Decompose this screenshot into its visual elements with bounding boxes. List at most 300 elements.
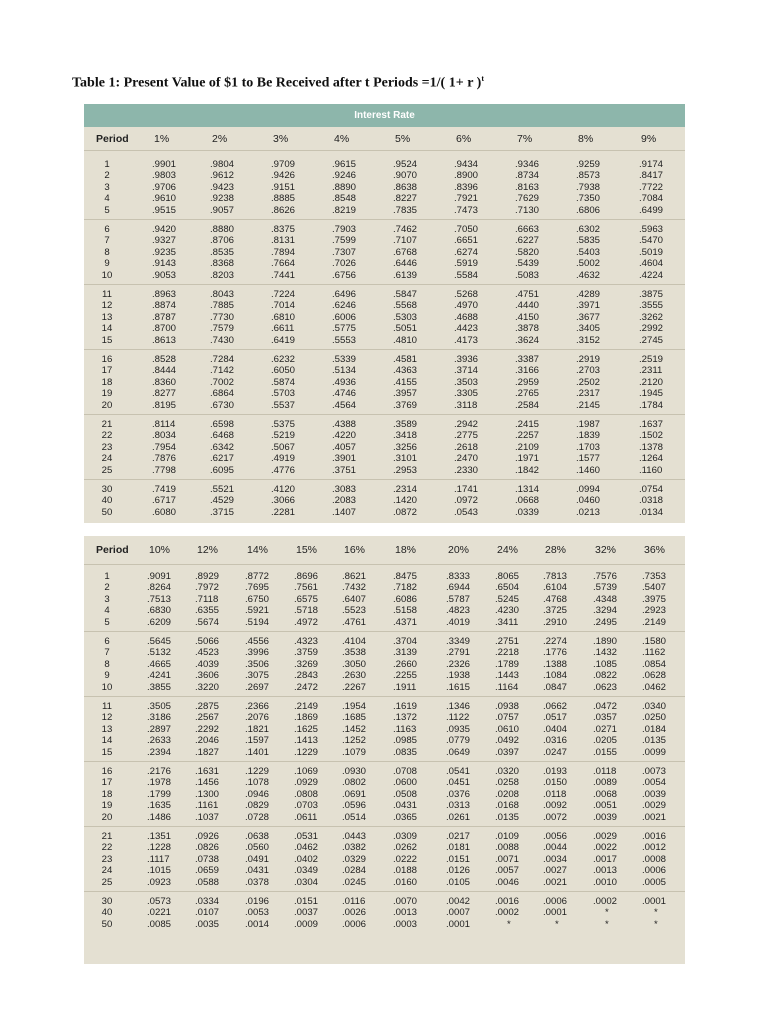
value-cell: .8772 — [245, 571, 270, 582]
value-cell: .9259 — [576, 159, 601, 170]
value-cell: .1890 — [593, 636, 618, 647]
value-cell: .0016 — [495, 896, 520, 907]
value-cell: .4220 — [332, 430, 357, 442]
table-row — [84, 800, 685, 811]
value-cell: .8890 — [332, 181, 357, 193]
value-cell: .5718 — [294, 605, 319, 617]
value-cell: .5002 — [576, 258, 601, 270]
value-cell: .6611 — [271, 323, 295, 335]
value-cell: .1703 — [576, 441, 601, 453]
value-cell: .4768 — [543, 593, 568, 605]
value-cell: .0826 — [195, 842, 220, 854]
value-cell: .4224 — [639, 269, 664, 281]
value-cell: .3878 — [515, 323, 540, 335]
value-cell: .0573 — [147, 896, 172, 907]
value-cell: .2745 — [639, 334, 664, 346]
value-cell: .2149 — [642, 616, 667, 628]
value-cell: .4581 — [393, 354, 418, 365]
value-cell: .0835 — [393, 746, 418, 758]
value-cell: .0006 — [342, 918, 367, 930]
value-cell: .2257 — [515, 430, 540, 442]
value-cell: .7903 — [332, 224, 357, 235]
value-cell: .1827 — [195, 746, 220, 758]
value-cell: .0339 — [515, 506, 540, 518]
value-cell: .9174 — [639, 159, 664, 170]
value-cell: .4150 — [515, 311, 540, 323]
value-cell: * — [555, 918, 559, 930]
value-cell: .0160 — [393, 876, 418, 888]
value-cell: .5019 — [639, 246, 664, 258]
value-cell: .5439 — [515, 258, 540, 270]
value-cell: .0329 — [342, 853, 367, 865]
value-cell: .6575 — [294, 593, 319, 605]
value-cell: .3139 — [393, 647, 418, 659]
value-cell: .4363 — [393, 365, 418, 377]
value-cell: .9246 — [332, 170, 357, 182]
value-cell: .8227 — [393, 193, 418, 205]
value-cell: .0262 — [393, 842, 418, 854]
value-cell: .0016 — [642, 831, 667, 842]
value-cell: .5066 — [195, 636, 220, 647]
value-cell: .0046 — [495, 876, 520, 888]
table-row — [84, 682, 685, 693]
value-cell: .4751 — [515, 289, 540, 300]
value-cell: .9151 — [271, 181, 296, 193]
value-cell: .0001 — [543, 907, 568, 919]
value-cell: .7599 — [332, 235, 357, 247]
value-cell: .0460 — [576, 495, 601, 507]
value-cell: .9612 — [210, 170, 235, 182]
value-cell: .6274 — [454, 246, 479, 258]
period-cell: 23 — [101, 441, 113, 453]
value-cell: .3606 — [195, 670, 220, 682]
value-cell: .6302 — [576, 224, 601, 235]
value-cell: .0184 — [642, 723, 667, 735]
value-cell: .4665 — [147, 658, 172, 670]
value-cell: .7441 — [271, 269, 296, 281]
value-cell: .0006 — [642, 865, 667, 877]
value-cell: .0668 — [515, 495, 540, 507]
value-cell: .0222 — [393, 853, 418, 865]
value-cell: .9327 — [152, 235, 177, 247]
table-row — [84, 831, 685, 842]
value-cell: .2703 — [576, 365, 601, 377]
value-cell: .7432 — [342, 582, 367, 594]
value-cell: .0365 — [393, 811, 418, 823]
table-row — [84, 484, 685, 495]
value-cell: .0221 — [147, 907, 172, 919]
table-row — [84, 224, 685, 235]
rate-header: 18% — [395, 544, 417, 556]
value-cell: .0929 — [294, 777, 319, 789]
rate-header: 20% — [448, 544, 470, 556]
value-cell: .7576 — [593, 571, 618, 582]
value-cell: .8333 — [446, 571, 471, 582]
value-cell: .6806 — [576, 204, 601, 216]
value-cell: .1160 — [639, 464, 663, 476]
value-cell: .0021 — [543, 876, 568, 888]
value-cell: .0109 — [495, 831, 520, 842]
table-row — [84, 193, 685, 204]
period-cell: 12 — [101, 300, 113, 312]
value-cell: .4746 — [332, 388, 357, 400]
value-cell: .9070 — [393, 170, 418, 182]
value-cell: .8277 — [152, 388, 177, 400]
value-cell: .5158 — [393, 605, 418, 617]
period-cell: 20 — [101, 811, 113, 823]
value-cell: .0382 — [342, 842, 367, 854]
value-cell: .0779 — [446, 735, 471, 747]
value-cell: .1372 — [393, 712, 418, 724]
value-cell: .5403 — [576, 246, 601, 258]
value-cell: .4440 — [515, 300, 540, 312]
period-cell: 24 — [101, 865, 113, 877]
value-cell: .0938 — [495, 701, 520, 712]
table-row — [84, 896, 685, 907]
period-cell: 17 — [101, 365, 113, 377]
value-cell: .7972 — [195, 582, 220, 594]
value-cell: .1987 — [576, 419, 601, 430]
value-cell: .1577 — [576, 453, 601, 465]
value-cell: .1619 — [393, 701, 418, 712]
table-row — [84, 647, 685, 658]
period-cell: 13 — [101, 311, 113, 323]
value-cell: .0116 — [342, 896, 366, 907]
value-cell: .1615 — [446, 681, 471, 693]
value-cell: .6342 — [210, 441, 235, 453]
value-cell: .5067 — [271, 441, 296, 453]
value-cell: .8573 — [576, 170, 601, 182]
value-cell: .5132 — [147, 647, 172, 659]
value-cell: .6246 — [332, 300, 357, 312]
value-cell: .0217 — [446, 831, 471, 842]
value-cell: .2942 — [454, 419, 479, 430]
table-row — [84, 789, 685, 800]
title-exponent: t — [481, 74, 484, 83]
value-cell: .6050 — [271, 365, 296, 377]
value-cell: .8706 — [210, 235, 235, 247]
value-cell: .0135 — [495, 811, 520, 823]
value-cell: .3505 — [147, 701, 172, 712]
value-cell: .1229 — [294, 746, 319, 758]
row-group — [84, 415, 685, 480]
value-cell: .5775 — [332, 323, 357, 335]
period-cell: 2 — [104, 582, 110, 594]
value-cell: .0854 — [642, 658, 667, 670]
value-cell: .1162 — [642, 647, 666, 659]
rate-header: 15% — [296, 544, 318, 556]
period-cell: 40 — [101, 907, 113, 919]
value-cell: .7561 — [294, 582, 319, 594]
value-cell: .7894 — [271, 246, 296, 258]
value-cell: .0822 — [593, 670, 618, 682]
value-cell: .9615 — [332, 159, 357, 170]
value-cell: .2366 — [245, 701, 270, 712]
table-row — [84, 289, 685, 300]
value-cell: .2897 — [147, 723, 172, 735]
period-cell: 7 — [104, 235, 110, 247]
value-cell: .2660 — [393, 658, 418, 670]
value-cell: .1945 — [639, 388, 664, 400]
value-cell: .0085 — [147, 918, 172, 930]
value-cell: .2775 — [454, 430, 479, 442]
value-cell: .2910 — [543, 616, 568, 628]
period-cell: 8 — [104, 658, 110, 670]
value-cell: .7938 — [576, 181, 601, 193]
period-cell: 3 — [104, 181, 110, 193]
value-cell: .1631 — [195, 766, 220, 777]
value-cell: .6810 — [271, 311, 296, 323]
value-cell: .4523 — [195, 647, 220, 659]
value-cell: .3901 — [332, 453, 357, 465]
table-header-row — [84, 536, 685, 565]
value-cell: .9803 — [152, 170, 177, 182]
value-cell: .9434 — [454, 159, 479, 170]
period-cell: 30 — [101, 484, 113, 495]
value-cell: .0001 — [446, 918, 471, 930]
value-cell: .4120 — [271, 484, 296, 495]
value-cell: .3075 — [245, 670, 270, 682]
value-cell: .1314 — [515, 484, 540, 495]
value-cell: .6756 — [332, 269, 357, 281]
value-cell: .0610 — [495, 723, 520, 735]
value-cell: .4970 — [454, 300, 479, 312]
value-cell: .7350 — [576, 193, 601, 205]
value-cell: .1597 — [245, 735, 270, 747]
rate-header: 32% — [595, 544, 617, 556]
value-cell: * — [654, 907, 658, 919]
value-cell: .4529 — [210, 495, 235, 507]
value-cell: .0402 — [294, 853, 319, 865]
value-cell: .0247 — [543, 746, 568, 758]
table-row — [84, 495, 685, 506]
period-cell: 16 — [101, 354, 113, 365]
value-cell: .0126 — [446, 865, 471, 877]
value-cell: .3714 — [454, 365, 479, 377]
value-cell: .2495 — [593, 616, 618, 628]
row-group — [84, 827, 685, 892]
value-cell: .6006 — [332, 311, 357, 323]
value-cell: .0012 — [642, 842, 667, 854]
value-cell: .1452 — [342, 723, 367, 735]
value-cell: .0313 — [446, 800, 471, 812]
value-cell: .0738 — [195, 853, 220, 865]
value-cell: .8396 — [454, 181, 479, 193]
value-cell: .0334 — [195, 896, 220, 907]
value-cell: .5820 — [515, 246, 540, 258]
period-cell: 50 — [101, 506, 113, 518]
value-cell: .5739 — [593, 582, 618, 594]
value-cell: .2274 — [543, 636, 568, 647]
value-cell: .1635 — [147, 800, 172, 812]
value-cell: .0118 — [543, 788, 567, 800]
period-cell: 30 — [101, 896, 113, 907]
table-row — [84, 247, 685, 258]
value-cell: .0005 — [642, 876, 667, 888]
table-row — [84, 670, 685, 681]
value-cell: .8900 — [454, 170, 479, 182]
present-value-table-high-rates — [84, 536, 685, 964]
value-cell: .5083 — [515, 269, 540, 281]
table-row — [84, 235, 685, 246]
value-cell: .0628 — [642, 670, 667, 682]
value-cell: .0451 — [446, 777, 471, 789]
value-cell: .8880 — [210, 224, 235, 235]
table-row — [84, 919, 685, 930]
value-cell: .1122 — [446, 712, 470, 724]
rate-header: 1% — [154, 133, 170, 145]
period-cell: 7 — [104, 647, 110, 659]
value-cell: .1388 — [543, 658, 568, 670]
table-title — [72, 74, 484, 92]
value-cell: .0596 — [342, 800, 367, 812]
value-cell: .1789 — [495, 658, 520, 670]
value-cell: .6139 — [393, 269, 418, 281]
value-cell: .2472 — [294, 681, 319, 693]
value-cell: .2633 — [147, 735, 172, 747]
rate-header: 7% — [517, 133, 533, 145]
value-cell: .0258 — [495, 777, 520, 789]
interest-rate-band: Interest Rate — [84, 104, 685, 127]
value-cell: .1037 — [195, 811, 220, 823]
value-cell: .2567 — [195, 712, 220, 724]
value-cell: .0073 — [642, 766, 667, 777]
value-cell: .0638 — [245, 831, 270, 842]
table-row — [84, 854, 685, 865]
value-cell: .6217 — [210, 453, 235, 465]
value-cell: .8929 — [195, 571, 220, 582]
value-cell: .5645 — [147, 636, 172, 647]
value-cell: .0994 — [576, 484, 601, 495]
period-cell: 5 — [104, 616, 110, 628]
value-cell: .1971 — [515, 453, 540, 465]
value-cell: .6407 — [342, 593, 367, 605]
value-cell: .0357 — [593, 712, 618, 724]
value-cell: .8621 — [342, 571, 367, 582]
value-cell: .2267 — [342, 681, 367, 693]
value-cell: .0517 — [543, 712, 568, 724]
period-cell: 11 — [102, 701, 112, 712]
value-cell: .3220 — [195, 681, 220, 693]
value-cell: .1161 — [195, 800, 219, 812]
value-cell: .1502 — [639, 430, 664, 442]
value-cell: .1078 — [245, 777, 270, 789]
value-cell: .1637 — [639, 419, 664, 430]
value-cell: .8368 — [210, 258, 235, 270]
value-cell: .0349 — [294, 865, 319, 877]
table-row — [84, 842, 685, 853]
value-cell: .1685 — [342, 712, 367, 724]
period-cell: 1 — [104, 159, 110, 170]
period-cell: 16 — [101, 766, 113, 777]
value-cell: .2618 — [454, 441, 479, 453]
table-row — [84, 735, 685, 746]
value-cell: .3152 — [576, 334, 601, 346]
value-cell: .5523 — [342, 605, 367, 617]
value-cell: .2470 — [454, 453, 479, 465]
value-cell: .8065 — [495, 571, 520, 582]
period-cell: 6 — [104, 636, 110, 647]
value-cell: .6663 — [515, 224, 540, 235]
value-cell: .8535 — [210, 246, 235, 258]
value-cell: .4173 — [454, 334, 479, 346]
value-cell: .1264 — [639, 453, 664, 465]
value-cell: .0728 — [245, 811, 270, 823]
value-cell: .4919 — [271, 453, 296, 465]
value-cell: .0588 — [195, 876, 220, 888]
row-group — [84, 285, 685, 350]
value-cell: .7954 — [152, 441, 177, 453]
value-cell: .0611 — [294, 811, 318, 823]
value-cell: .4688 — [454, 311, 479, 323]
value-cell: .7695 — [245, 582, 270, 594]
table-row — [84, 258, 685, 269]
period-cell: 10 — [101, 681, 113, 693]
value-cell: .3262 — [639, 311, 664, 323]
value-cell: .3405 — [576, 323, 601, 335]
value-cell: .1378 — [639, 441, 664, 453]
value-cell: .2791 — [446, 647, 471, 659]
value-cell: .8114 — [152, 419, 176, 430]
value-cell: .7130 — [515, 204, 540, 216]
value-cell: .0193 — [543, 766, 568, 777]
value-cell: .6504 — [495, 582, 520, 594]
value-cell: .5568 — [393, 300, 418, 312]
value-cell: .0042 — [446, 896, 471, 907]
value-cell: .3957 — [393, 388, 418, 400]
value-cell: .0155 — [593, 746, 618, 758]
period-cell: 12 — [101, 712, 113, 724]
value-cell: .3624 — [515, 334, 540, 346]
table-row — [84, 617, 685, 628]
value-cell: .9515 — [152, 204, 177, 216]
value-cell: .2875 — [195, 701, 220, 712]
value-cell: .2843 — [294, 670, 319, 682]
value-cell: .1164 — [495, 681, 519, 693]
value-cell: .3387 — [515, 354, 540, 365]
value-cell: .0035 — [195, 918, 220, 930]
value-cell: .0070 — [393, 896, 418, 907]
value-cell: .0623 — [593, 681, 618, 693]
value-cell: .0010 — [593, 876, 618, 888]
value-cell: .9346 — [515, 159, 540, 170]
value-cell: .0491 — [245, 853, 270, 865]
value-cell: .0659 — [195, 865, 220, 877]
value-cell: .8219 — [332, 204, 357, 216]
row-group — [84, 350, 685, 415]
value-cell: .0261 — [446, 811, 471, 823]
value-cell: .1456 — [195, 777, 220, 789]
value-cell: .8475 — [393, 571, 418, 582]
value-cell: .3418 — [393, 430, 418, 442]
value-cell: .0039 — [642, 788, 667, 800]
value-cell: .0196 — [245, 896, 270, 907]
value-cell: .4019 — [446, 616, 471, 628]
value-cell: .6944 — [446, 582, 471, 594]
value-cell: .8638 — [393, 181, 418, 193]
value-cell: .0003 — [393, 918, 418, 930]
value-cell: .0002 — [593, 896, 618, 907]
value-cell: .7664 — [271, 258, 296, 270]
value-cell: .4348 — [593, 593, 618, 605]
value-cell: .0649 — [446, 746, 471, 758]
value-cell: .5134 — [332, 365, 357, 377]
value-cell: .7014 — [271, 300, 296, 312]
value-cell: .7026 — [332, 258, 357, 270]
period-cell: 40 — [101, 495, 113, 507]
row-group — [84, 480, 685, 522]
value-cell: .0053 — [245, 907, 270, 919]
